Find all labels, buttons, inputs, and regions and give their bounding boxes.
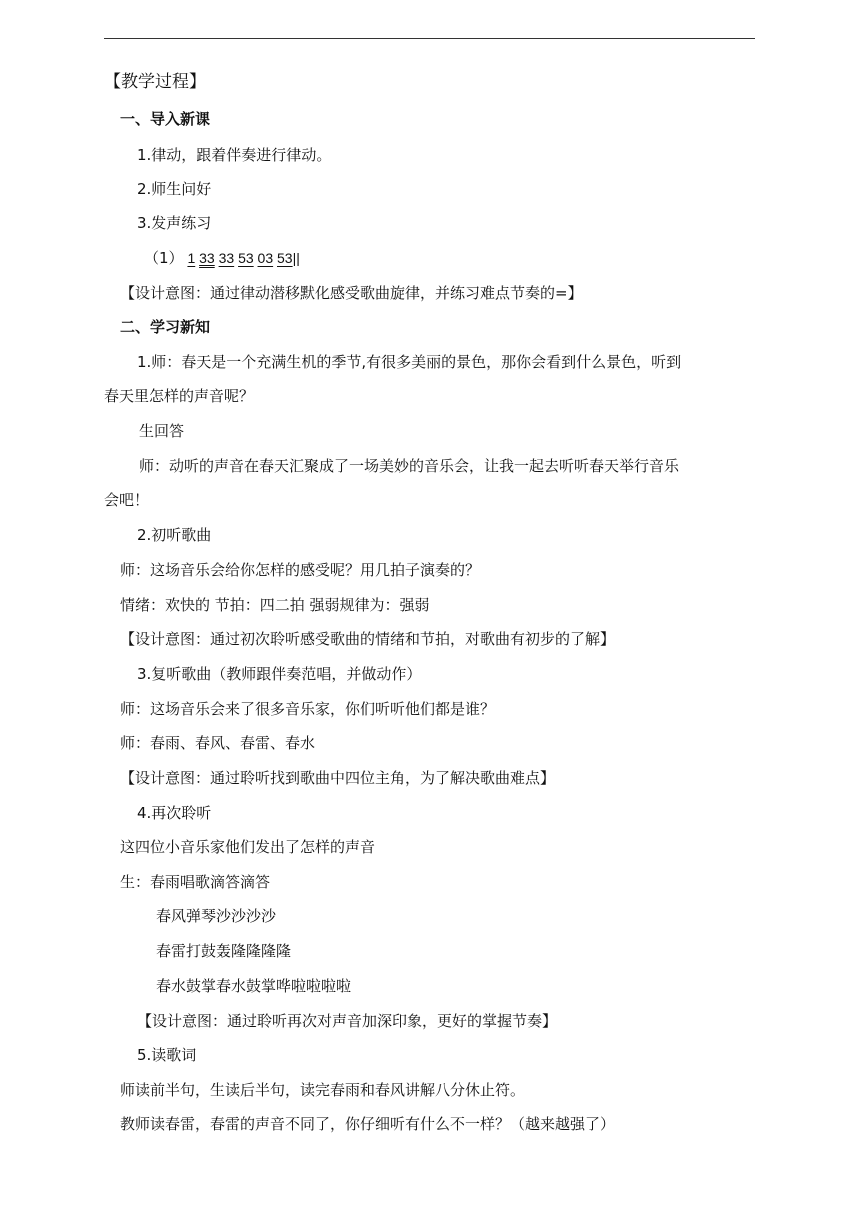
paragraph: 师：这场音乐会来了很多音乐家，你们听听他们都是谁？ (120, 700, 496, 718)
section-title-2: 二、学习新知 (120, 318, 211, 336)
design-intent: 【设计意图：通过聆听再次对声音加深印象，更好的掌握节奏】 (137, 1012, 558, 1030)
section-heading: 【教学过程】 (104, 72, 206, 92)
note-group: 53 (277, 250, 293, 266)
paragraph: 4.再次聆听 (137, 804, 212, 822)
header-rule (104, 38, 755, 39)
paragraph: 春天里怎样的声音呢？ (104, 387, 255, 405)
paragraph: 师：动听的声音在春天汇聚成了一场美妙的音乐会，让我一起去听听春天举行音乐 (139, 457, 680, 475)
paragraph: 3.发声练习 (137, 214, 212, 232)
note-group: 33 (218, 250, 235, 266)
paragraph: 春水鼓掌春水鼓掌哗啦啦啦啦 (156, 977, 352, 995)
paragraph: 春雷打鼓轰隆隆隆隆 (156, 942, 292, 960)
end-barline: || (292, 250, 300, 266)
exercise-prefix: （1） (144, 249, 184, 267)
vocal-exercise (144, 248, 300, 268)
note-group: 33 (199, 250, 215, 266)
paragraph: 师读前半句，生读后半句，读完春雨和春风讲解八分休止符。 (120, 1081, 526, 1099)
design-intent: 【设计意图：通过律动潜移默化感受歌曲旋律，并练习难点节奏的=】 (120, 284, 583, 302)
paragraph: 1.师：春天是一个充满生机的季节,有很多美丽的景色，那你会看到什么景色，听到 (137, 353, 682, 371)
note-group: 03 (257, 250, 274, 266)
paragraph: 情绪：欢快的 节拍：四二拍 强弱规律为：强弱 (120, 596, 430, 614)
note-group: 53 (238, 250, 254, 266)
paragraph: 这四位小音乐家他们发出了怎样的声音 (120, 838, 376, 856)
paragraph: 教师读春雷，春雷的声音不同了，你仔细听有什么不一样？（越来越强了） (120, 1115, 616, 1133)
paragraph: 会吧！ (104, 491, 150, 509)
paragraph: 生：春雨唱歌滴答滴答 (120, 873, 271, 891)
paragraph: 1.律动，跟着伴奏进行律动。 (137, 146, 332, 164)
paragraph: 2.初听歌曲 (137, 526, 212, 544)
paragraph: 师：这场音乐会给你怎样的感受呢？用几拍子演奏的？ (120, 561, 481, 579)
paragraph: 5.读歌词 (137, 1046, 197, 1064)
design-intent: 【设计意图：通过初次聆听感受歌曲的情绪和节拍，对歌曲有初步的了解】 (120, 630, 616, 648)
paragraph: 师：春雨、春风、春雷、春水 (120, 734, 316, 752)
paragraph: 生回答 (139, 422, 185, 440)
note-group: 1 (187, 250, 196, 266)
section-title-1: 一、导入新课 (120, 110, 211, 128)
design-intent: 【设计意图：通过聆听找到歌曲中四位主角，为了解决歌曲难点】 (120, 769, 556, 787)
paragraph: 3.复听歌曲（教师跟伴奏范唱，并做动作） (137, 665, 422, 683)
paragraph: 春风弹琴沙沙沙沙 (156, 907, 277, 925)
paragraph: 2.师生问好 (137, 180, 212, 198)
